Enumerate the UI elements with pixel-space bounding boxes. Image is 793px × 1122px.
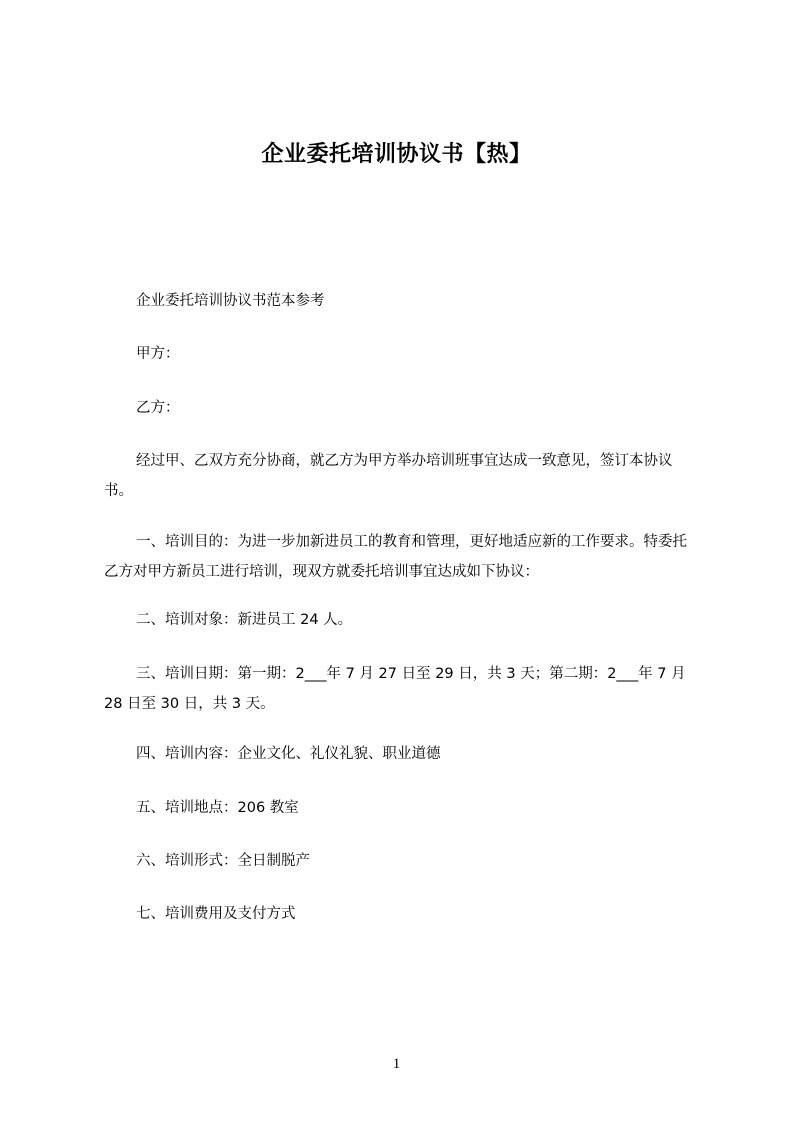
paragraph-subtitle: 企业委托培训协议书范本参考	[136, 293, 325, 309]
paragraph-location: 五、培训地点：206 教室	[136, 800, 299, 816]
paragraph-party-b: 乙方：	[136, 400, 180, 416]
paragraph-fees: 七、培训费用及支付方式	[136, 906, 296, 922]
paragraph-format: 六、培训形式：全日制脱产	[136, 853, 310, 869]
paragraph-content: 四、培训内容：企业文化、礼仪礼貌、职业道德	[136, 746, 441, 762]
document-title: 企业委托培训协议书【热】	[261, 142, 532, 167]
paragraph-target: 二、培训对象：新进员工 24 人。	[136, 612, 353, 628]
paragraph-intro: 经过甲、乙双方充分协商，就乙方为甲方举办培训班事宜达成一致意见，签订本协议书。	[104, 453, 673, 499]
paragraph-purpose: 一、培训目的：为进一步加新进员工的教育和管理，更好地适应新的工作要求。特委托乙方对甲方新员工进行培训，现双方就委托培训事宜达成如下协议：	[104, 534, 687, 580]
paragraph-dates: 三、培训日期：第一期：2___年 7 月 27 日至 29 日，共 3 天；第二期：2___年 7 月 28 日至 30 日，共 3 天。	[104, 666, 686, 712]
paragraph-party-a: 甲方：	[136, 346, 180, 362]
page-number: 1	[392, 1056, 401, 1072]
